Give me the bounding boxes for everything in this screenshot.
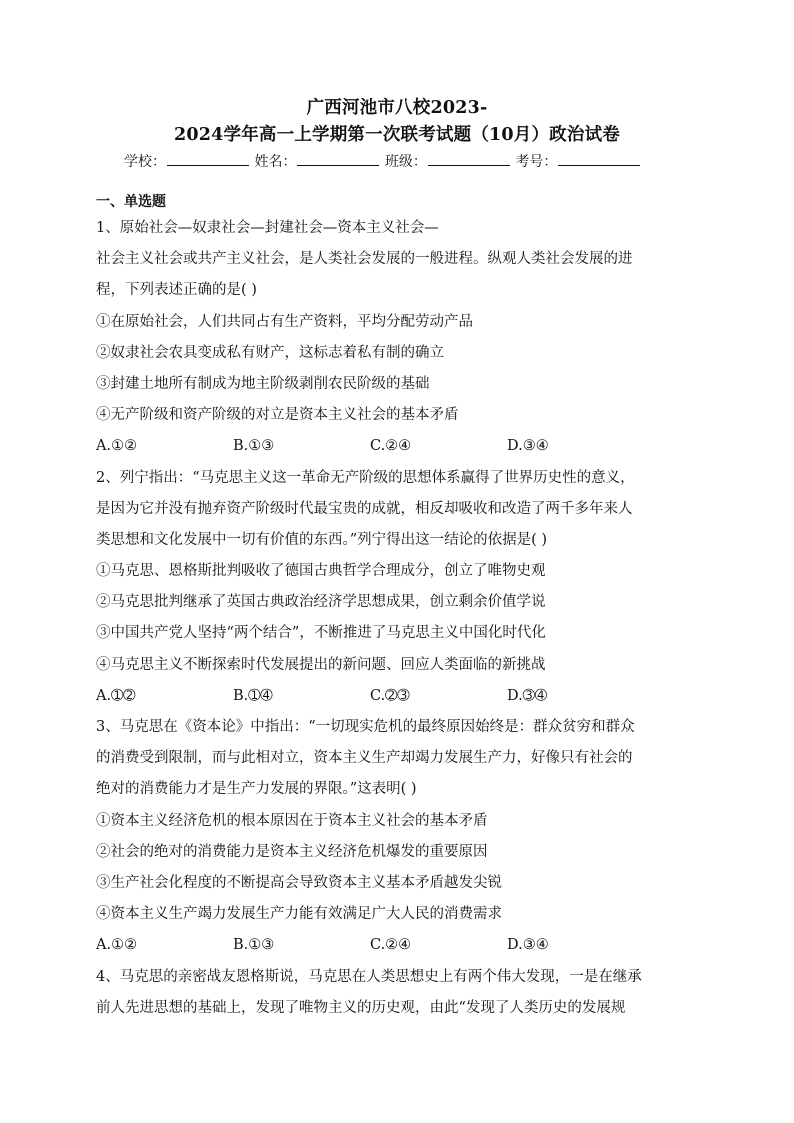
answer-options xyxy=(96,930,706,961)
questions-content xyxy=(96,213,706,1024)
answer-options xyxy=(96,681,706,712)
statement-2: ②奴隶社会农具变成私有财产，这标志着私有制的确立 xyxy=(96,344,444,361)
option-a[interactable]: A.①② xyxy=(96,438,138,455)
option-c[interactable]: C.②④ xyxy=(370,438,412,455)
question-line: 类思想和文化发展中一切有价值的东西。”列宁得出这一结论的依据是( ) xyxy=(96,531,548,548)
exam-title-line1: 广西河池市八校2023- xyxy=(306,98,488,118)
question-4 xyxy=(96,962,706,1024)
option-b[interactable]: B.①③ xyxy=(233,438,275,455)
name-blank xyxy=(297,150,379,166)
question-2 xyxy=(96,463,706,713)
question-line: 社会主义社会或共产主义社会，是人类社会发展的一般进程。纵观人类社会发展的进 xyxy=(96,251,633,268)
statement-3: ➂中国共产党人坚持“两个结合”，不断推进了马克思主义中国化时代化 xyxy=(96,625,546,642)
question-line: 的消费受到限制，而与此相对立，资本主义生产却竭力发展生产力，好像只有社会的 xyxy=(96,750,633,767)
class-blank xyxy=(428,150,510,166)
statement-4: ④资本主义生产竭力发展生产力能有效满足广大人民的消费需求 xyxy=(96,906,502,923)
school-label: 学校： xyxy=(124,154,166,170)
name-label: 姓名： xyxy=(254,154,297,170)
question-line: 3、马克思在《资本论》中指出：“一切现实危机的最终原因始终是：群众贫穷和群众 xyxy=(96,719,635,735)
statement-1: ①资本主义经济危机的根本原因在于资本主义社会的基本矛盾 xyxy=(96,812,488,829)
question-line: 绝对的消费能力才是生产力发展的界限。”这表明( ) xyxy=(96,781,417,798)
question-line: 1、原始社会—奴隶社会—封建社会—资本主义社会— xyxy=(96,220,439,236)
statement-3: ③生产社会化程度的不断提高会导致资本主义基本矛盾越发尖锐 xyxy=(96,874,502,891)
option-d[interactable]: D.③④ xyxy=(507,937,549,954)
question-line: 前人先进思想的基础上，发现了唯物主义的历史观，由此“发现了人类历史的发展规 xyxy=(96,999,626,1016)
option-c[interactable]: C.➁➂ xyxy=(370,687,410,704)
statement-2: ②社会的绝对的消费能力是资本主义经济危机爆发的重要原因 xyxy=(96,843,488,860)
option-a[interactable]: A.➀➁ xyxy=(96,687,136,704)
answer-options xyxy=(96,431,706,462)
question-line: 是因为它并没有抛弃资产阶级时代最宝贵的成就，相反却吸收和改造了两千多年来人 xyxy=(96,500,633,517)
option-d[interactable]: D.③④ xyxy=(507,438,549,455)
question-3 xyxy=(96,712,706,962)
option-b[interactable]: B.①③ xyxy=(233,937,275,954)
option-d[interactable]: D.➂➃ xyxy=(507,687,548,704)
option-b[interactable]: B.➀➃ xyxy=(233,687,273,704)
school-blank xyxy=(167,150,249,166)
statement-4: ④无产阶级和资产阶级的对立是资本主义社会的基本矛盾 xyxy=(96,407,459,424)
exam-number-blank xyxy=(558,150,640,166)
section-heading: 一、单选题 xyxy=(96,194,166,210)
student-info-fields xyxy=(124,150,684,173)
option-a[interactable]: A.①② xyxy=(96,937,138,954)
statement-1: ➀马克思、恩格斯批判吸收了德国古典哲学合理成分，创立了唯物史观 xyxy=(96,563,546,580)
option-c[interactable]: C.②④ xyxy=(370,937,412,954)
statement-1: ①在原始社会，人们共同占有生产资料，平均分配劳动产品 xyxy=(96,313,473,330)
exam-number-label: 考号： xyxy=(515,154,558,170)
class-label: 班级： xyxy=(384,154,427,170)
question-1 xyxy=(96,213,706,463)
statement-3: ③封建土地所有制成为地主阶级剥削农民阶级的基础 xyxy=(96,375,430,392)
question-line: 4、马克思的亲密战友恩格斯说，马克思在人类思想史上有两个伟大发现，一是在继承 xyxy=(96,968,642,985)
question-line: 程，下列表述正确的是( ) xyxy=(96,282,257,299)
statement-2: ➁马克思批判继承了英国古典政治经济学思想成果，创立剩余价值学说 xyxy=(96,594,546,611)
question-line: 2、列宁指出：“马克思主义这一革命无产阶级的思想体系赢得了世界历史性的意义， xyxy=(96,469,635,486)
exam-title-line2: 2024学年高一上学期第一次联考试题（10月）政治试卷 xyxy=(174,125,620,145)
statement-4: ➃马克思主义不断探索时代发展提出的新问题、回应人类面临的新挑战 xyxy=(96,656,546,673)
